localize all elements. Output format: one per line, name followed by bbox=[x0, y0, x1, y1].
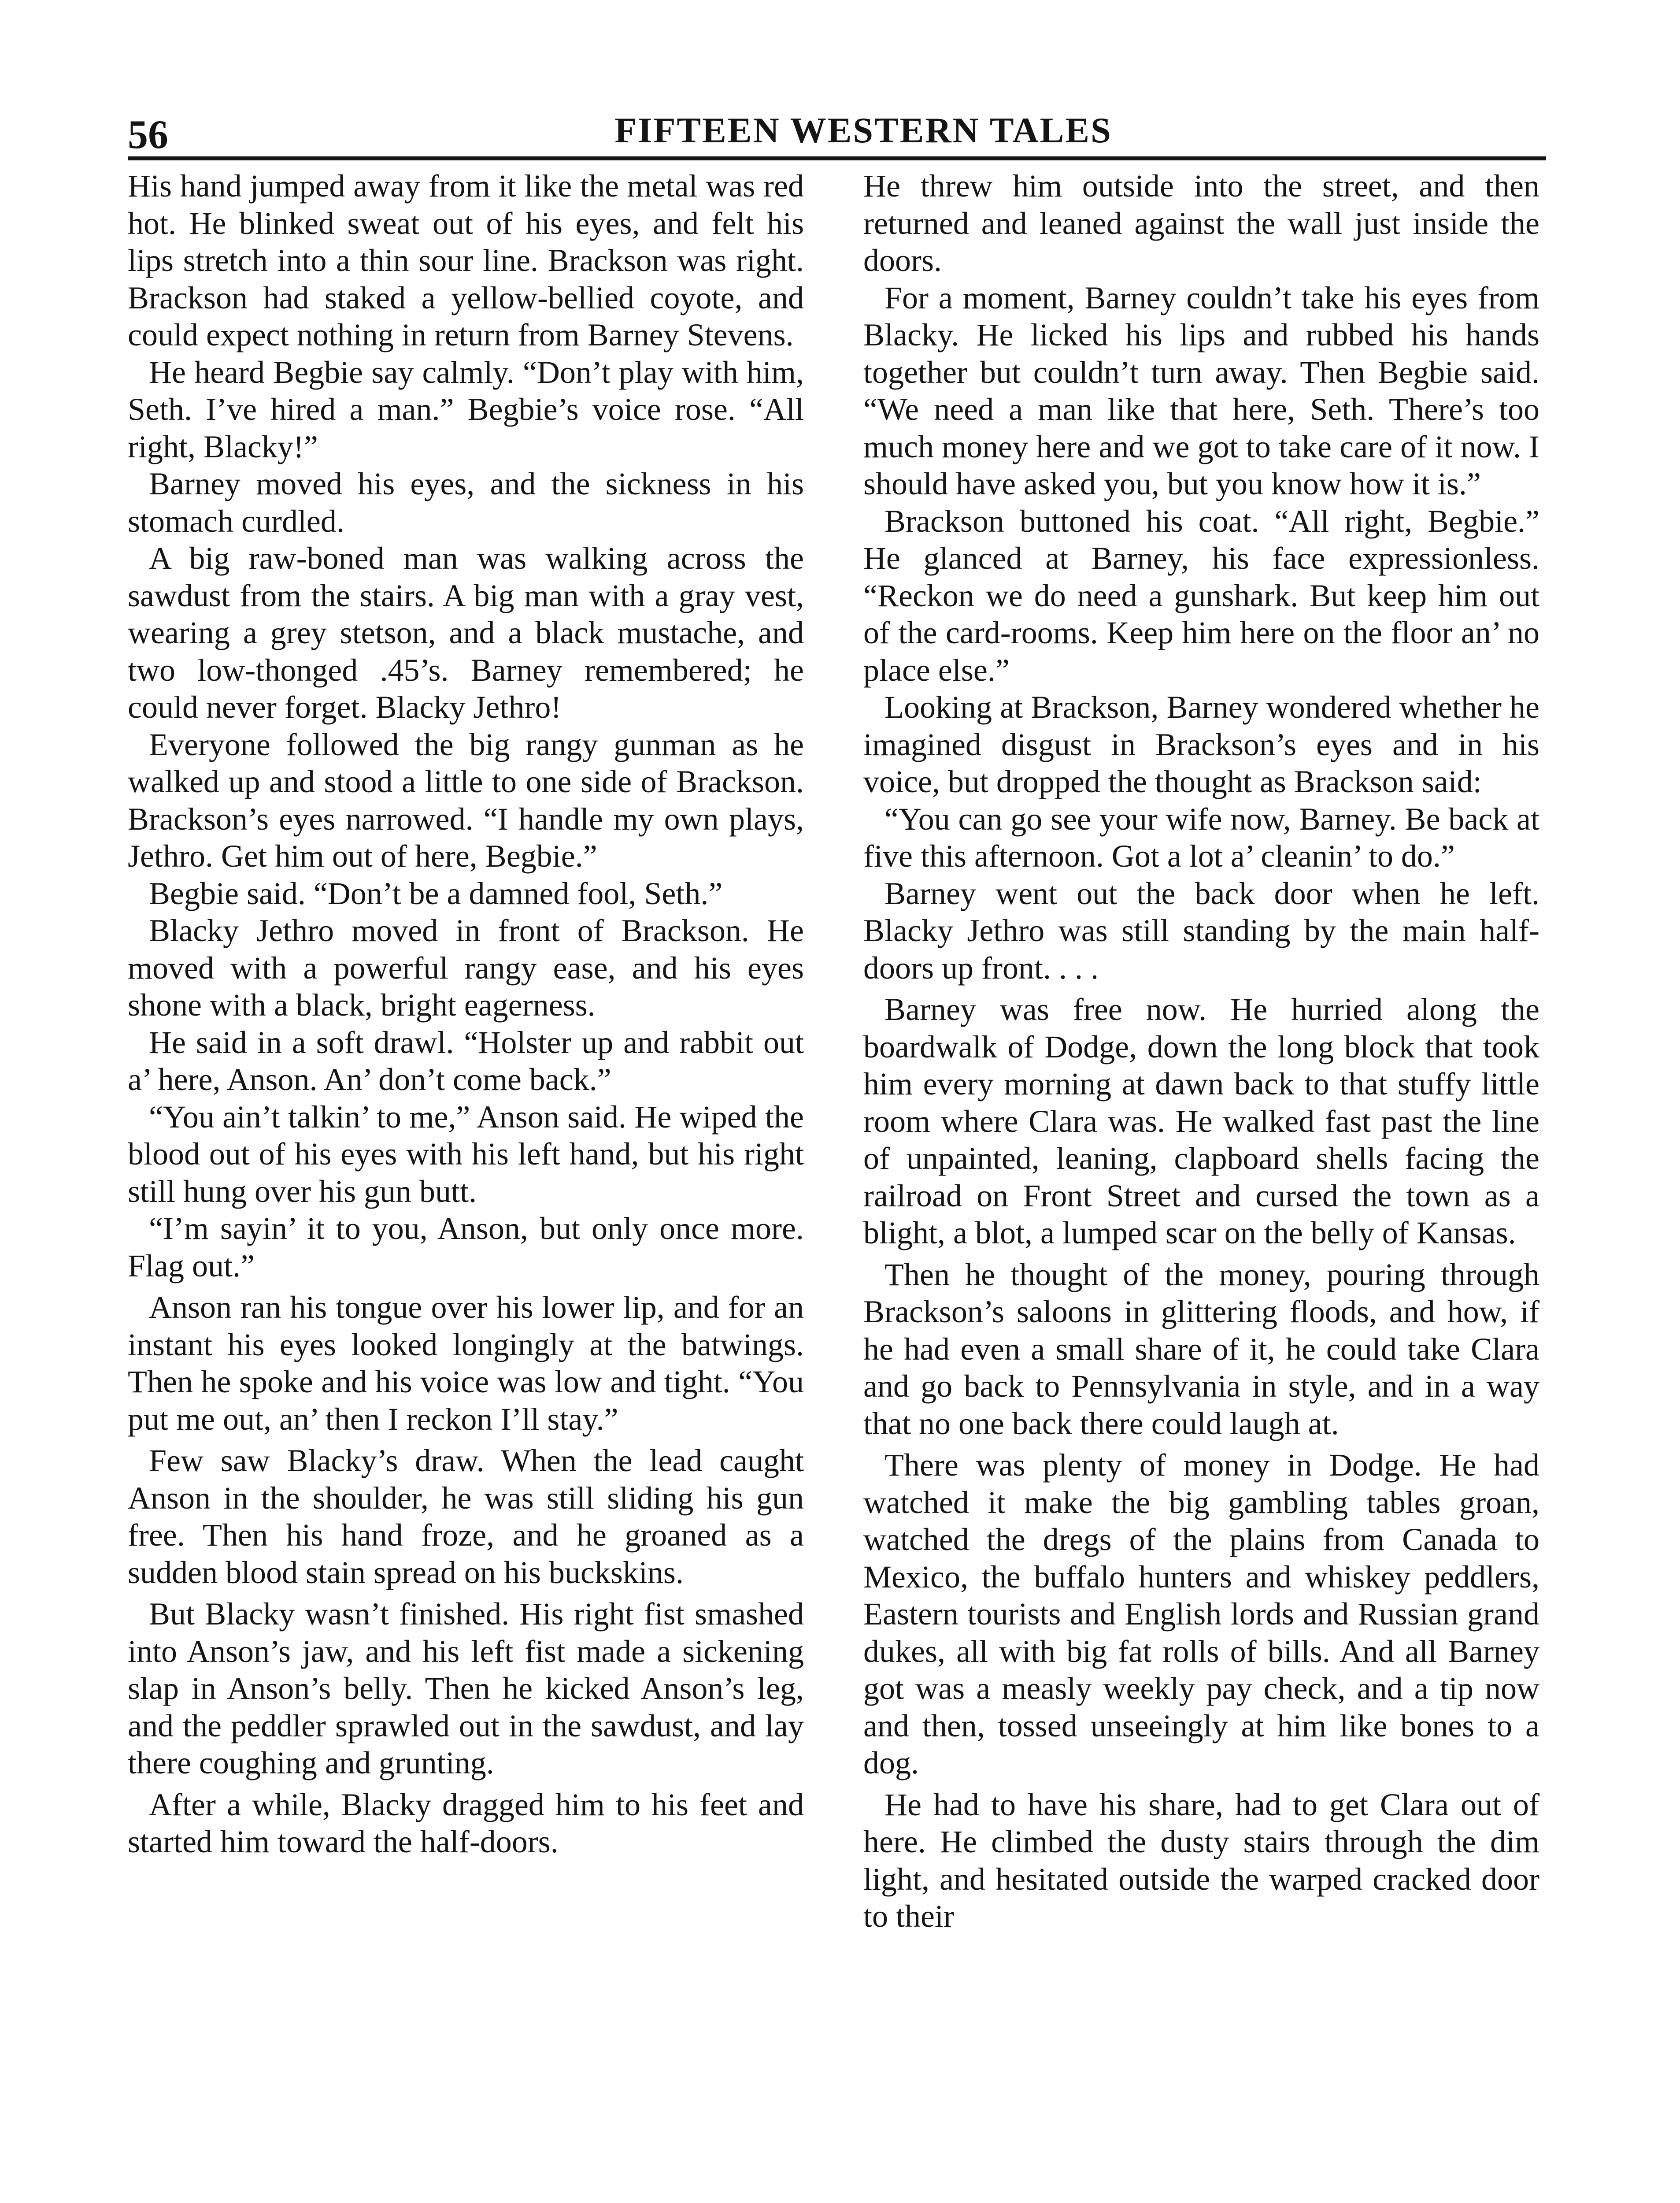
paragraph: For a moment, Barney couldn’t take his eyes from Blacky. He licked his lips and rubbed his hands together but couldn’t turn away. Then Begbie said. “We need a man like that here, Seth. There’s too much money here and we got to take care of it now. I should have asked you, but you know how it is.” bbox=[863, 280, 1539, 501]
paragraph: A big raw-boned man was walking across the sawdust from the stairs. A big man with a gray vest, wearing a grey stetson, and a black mustache, and two low-thonged .45’s. Barney remembered; he could never forget. Blacky Jethro! bbox=[128, 541, 804, 725]
paragraph: “I’m sayin’ it to you, Anson, but only once more. Flag out.” bbox=[128, 1211, 804, 1283]
paragraph: Barney went out the back door when he left. Blacky Jethro was still standing by the main half-doors up front. . . . bbox=[863, 875, 1539, 986]
paragraph: He heard Begbie say calmly. “Don’t play with him, Seth. I’ve hired a man.” Begbie’s voice rose. “All right, Blacky!” bbox=[128, 354, 804, 464]
paragraph: But Blacky wasn’t finished. His right fist smashed into Anson’s jaw, and his left fist made a sickening slap in Anson’s belly. Then he kicked Anson’s leg, and the peddler sprawled out in the sawdust, and lay there coughing and grunting. bbox=[128, 1596, 804, 1780]
paragraph: Blacky Jethro moved in front of Brackson. He moved with a powerful rangy ease, and his eyes shone with a black, bright eagerness. bbox=[128, 913, 804, 1023]
paragraph: Everyone followed the big rangy gunman as he walked up and stood a little to one side of Brackson. Brackson’s eyes narrowed. “I handle my own plays, Jethro. Get him out of here, Begbie.” bbox=[128, 727, 804, 874]
paragraph: Begbie said. “Don’t be a damned fool, Seth.” bbox=[149, 875, 723, 911]
paragraph: “You ain’t talkin’ to me,” Anson said. He wiped the blood out of his eyes with his left hand, but his right still hung over his gun butt. bbox=[128, 1099, 804, 1209]
paragraph: He said in a soft drawl. “Holster up and rabbit out a’ here, Anson. An’ don’t come back.” bbox=[128, 1024, 804, 1097]
paragraph: He had to have his share, had to get Clara out of here. He climbed the dusty stairs through the dim light, and hesitated outside the warped cracked door to their bbox=[863, 1787, 1539, 1934]
paragraph: Then he thought of the money, pouring through Brackson’s saloons in glittering floods, and how, if he had even a small share of it, he could take Clara and go back to Pennsylvania in style, and in a way that no one back there could laugh at. bbox=[863, 1257, 1539, 1441]
paragraph: “You can go see your wife now, Barney. Be back at five this afternoon. Got a lot a’ cleanin’ to do.” bbox=[863, 801, 1539, 874]
paragraph: His hand jumped away from it like the metal was red hot. He blinked sweat out of his eyes, and felt his lips stretch into a thin sour line. Brackson was right. Brackson had staked a yellow-bellied coyote, and could expect nothing in return from Barney Stevens. bbox=[128, 168, 804, 352]
paragraph: Barney moved his eyes, and the sickness in his stomach curdled. bbox=[128, 466, 804, 539]
left-text-column bbox=[128, 167, 804, 2203]
page-number: 56 bbox=[128, 112, 168, 157]
running-head: FIFTEEN WESTERN TALES bbox=[614, 110, 1112, 150]
right-text-column bbox=[863, 167, 1539, 2203]
paragraph: Looking at Brackson, Barney wondered whether he imagined disgust in Brackson’s eyes and in his voice, but dropped the thought as Brackson said: bbox=[863, 690, 1539, 799]
paragraph: After a while, Blacky dragged him to his feet and started him toward the half-doors. bbox=[128, 1787, 804, 1859]
page-header bbox=[128, 90, 1546, 160]
paragraph: Few saw Blacky’s draw. When the lead caught Anson in the shoulder, he was still sliding his gun free. Then his hand froze, and he groaned as a sudden blood stain spread on his buckskins. bbox=[128, 1443, 804, 1590]
paragraph: Brackson buttoned his coat. “All right, Begbie.” He glanced at Barney, his face expressionless. “Reckon we do need a gunshark. But keep him out of the card-rooms. Keep him here on the floor an’ no place else.” bbox=[863, 503, 1539, 688]
paragraph: He threw him outside into the street, and then returned and leaned against the wall just inside the doors. bbox=[863, 168, 1539, 278]
paragraph: Barney was free now. He hurried along the boardwalk of Dodge, down the long block that took him every morning at dawn back to that stuffy little room where Clara was. He walked fast past the line of unpainted, leaning, clapboard shells facing the railroad on Front Street and cursed the town as a blight, a blot, a lumped scar on the belly of Kansas. bbox=[863, 992, 1539, 1250]
paragraph: Anson ran his tongue over his lower lip, and for an instant his eyes looked longingly at the batwings. Then he spoke and his voice was low and tight. “You put me out, an’ then I reckon I’ll stay.” bbox=[128, 1290, 804, 1437]
paragraph: There was plenty of money in Dodge. He had watched it make the big gambling tables groan, watched the dregs of the plains from Canada to Mexico, the buffalo hunters and whiskey peddlers, Eastern tourists and English lords and Russian grand dukes, all with big fat rolls of bills. And all Barney got was a measly weekly pay check, and a tip now and then, tossed unseeingly at him like bones to a dog. bbox=[863, 1447, 1539, 1780]
